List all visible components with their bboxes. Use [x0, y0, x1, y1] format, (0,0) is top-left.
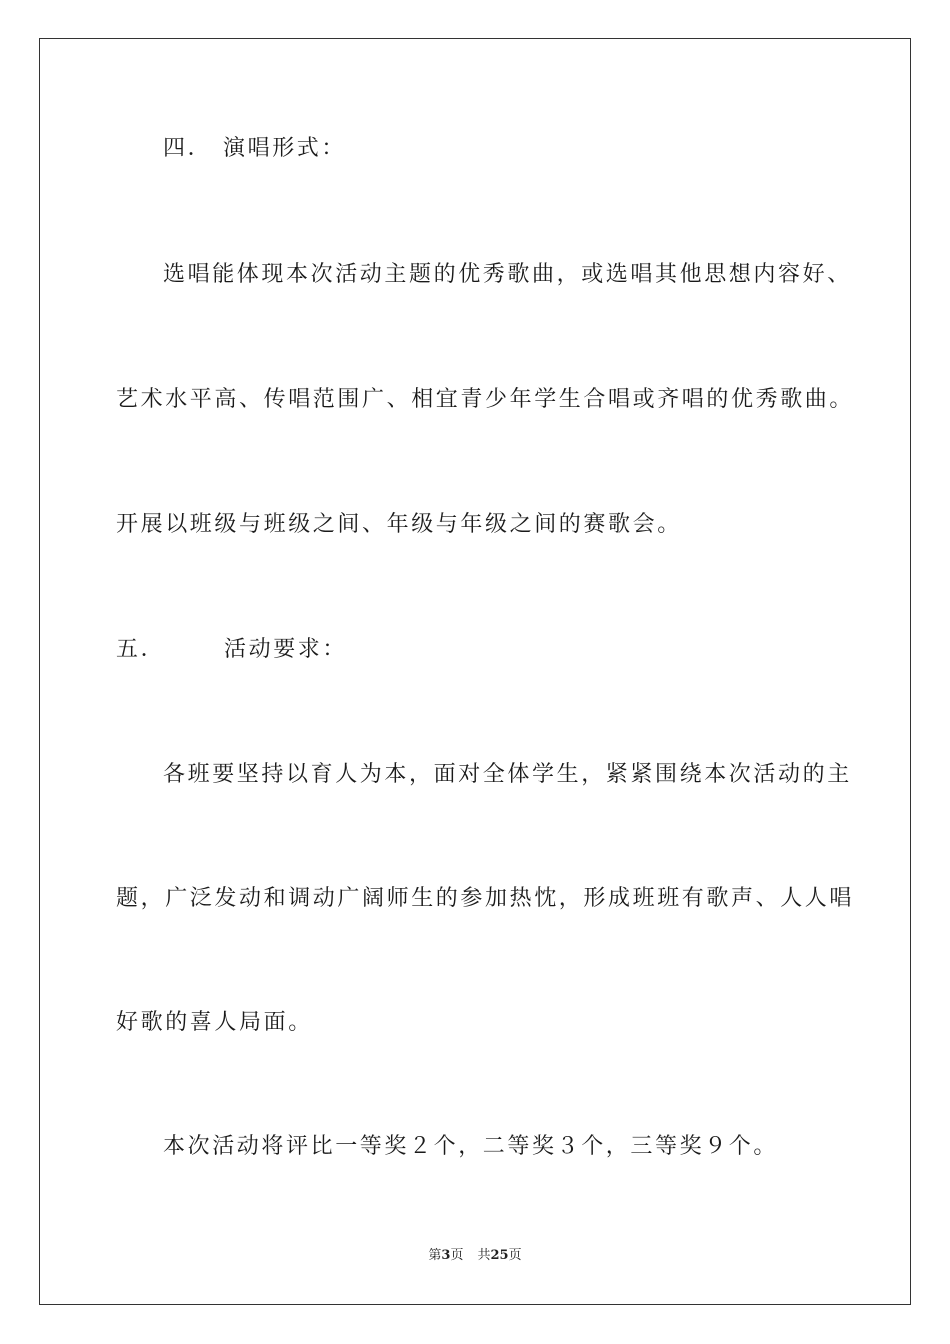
paragraph-line: 题，广泛发动和调动广阔师生的参加热忱，形成班班有歌声、人人唱	[116, 886, 855, 911]
paragraph-line: 艺术水平高、传唱范围广、相宜青少年学生合唱或齐唱的优秀歌曲。	[116, 387, 855, 412]
page-border	[39, 38, 911, 1305]
section-title: 活动要求：	[224, 637, 348, 662]
footer-total-suffix: 页	[508, 1248, 522, 1263]
section-number: 四．	[163, 136, 213, 161]
paragraph-line: 各班要坚持以育人为本，面对全体学生，紧紧围绕本次活动的主	[163, 762, 852, 787]
section-heading-5	[116, 635, 347, 665]
paragraph-line: 本次活动将评比一等奖２个，二等奖３个，三等奖９个。	[163, 1134, 779, 1159]
footer-total-pages: 25	[490, 1248, 509, 1263]
paragraph-line: 好歌的喜人局面。	[116, 1010, 313, 1035]
footer-page-prefix: 第	[428, 1248, 442, 1263]
footer-page-number: 3	[441, 1248, 451, 1263]
paragraph-line: 选唱能体现本次活动主题的优秀歌曲，或选唱其他思想内容好、	[163, 262, 852, 287]
section-heading-4	[163, 134, 346, 164]
section-number: 五．	[116, 637, 166, 662]
paragraph-line: 开展以班级与班级之间、年级与年级之间的赛歌会。	[116, 512, 682, 537]
page-footer	[0, 1246, 950, 1266]
footer-page-suffix: 页	[450, 1248, 464, 1263]
footer-total-prefix: 共	[477, 1248, 491, 1263]
section-title: 演唱形式：	[223, 136, 347, 161]
